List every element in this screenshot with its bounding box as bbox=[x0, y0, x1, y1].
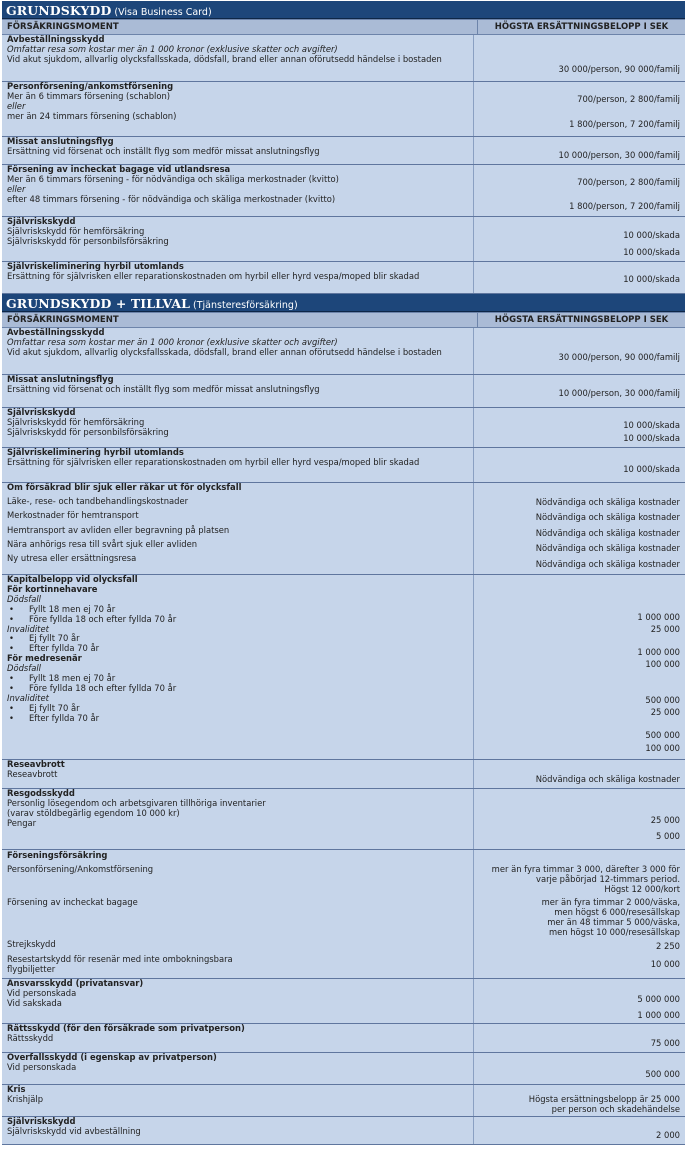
section-amounts bbox=[474, 1053, 685, 1084]
section-amounts bbox=[474, 375, 685, 407]
coverage-section bbox=[2, 1053, 685, 1085]
section-line: Reseavbrott bbox=[7, 768, 58, 779]
bullet-item: • Fyllt 18 men ej 70 år bbox=[7, 605, 473, 615]
amount-value: 500 000 bbox=[645, 695, 680, 705]
section-amounts bbox=[474, 1117, 685, 1144]
section-description bbox=[2, 1117, 474, 1144]
part1-title-band bbox=[2, 1, 685, 19]
section-heading: Personförsening/ankomstförsening bbox=[7, 82, 174, 91]
section-amounts bbox=[474, 483, 685, 574]
coverage-section bbox=[2, 850, 685, 979]
bullet-item: • Före fyllda 18 och efter fyllda 70 år bbox=[7, 684, 473, 694]
section-line: Personlig lösegendom och arbetsgivaren tillhöriga inventarier bbox=[7, 797, 266, 808]
section-description bbox=[2, 165, 474, 216]
amount-value: 500 000 bbox=[645, 730, 680, 740]
section-amounts bbox=[474, 137, 685, 164]
section-line: Mer än 6 timmars försening (schablon) bbox=[7, 90, 171, 101]
section-description bbox=[2, 328, 474, 374]
column-header-amount: HÖGSTA ERSÄTTNINGSBELOPP I SEK bbox=[494, 315, 669, 325]
coverage-section bbox=[2, 483, 685, 575]
section-heading: Avbeställningsskydd bbox=[7, 35, 105, 44]
coverage-section bbox=[2, 262, 685, 294]
section-line: Vid akut sjukdom, allvarlig olycksfallsskada, dödsfall, brand eller annan oförutsedd händelse i bostaden bbox=[7, 53, 442, 64]
section-line: Ersättning för självrisken eller reparationskostnaden om hyrbil eller hyrd vespa/moped blir skadad bbox=[7, 270, 420, 281]
section-amounts bbox=[474, 979, 685, 1023]
coverage-section bbox=[2, 82, 685, 137]
section-heading: Kris bbox=[7, 1085, 26, 1094]
section-line: Ny utresa eller ersättningsresa bbox=[7, 553, 137, 564]
section-line: Omfattar resa som kostar mer än 1 000 kronor (exklusive skatter och avgifter) bbox=[7, 43, 338, 54]
amount-value: mer än fyra timmar 2 000/väska, bbox=[541, 897, 680, 907]
section-amounts bbox=[474, 408, 685, 447]
section-heading: Om försäkrad blir sjuk eller råkar ut för olycksfall bbox=[7, 483, 242, 492]
section-amounts bbox=[474, 448, 685, 482]
bullet-item: • Ej fyllt 70 år bbox=[7, 704, 473, 714]
amount-value: 25 000 bbox=[650, 815, 680, 825]
part2-title: GRUNDSKYDD + TILLVAL bbox=[6, 296, 191, 311]
bullet-item: • Ej fyllt 70 år bbox=[7, 634, 473, 644]
section-amounts bbox=[474, 1085, 685, 1116]
section-heading: Försening av incheckat bagage vid utlandsresa bbox=[7, 165, 231, 174]
amount-value: Nödvändiga och skäliga kostnader bbox=[535, 543, 680, 553]
section-description bbox=[2, 408, 474, 447]
amount-value: 25 000 bbox=[650, 624, 680, 634]
amount-value: 700/person, 2 800/familj bbox=[577, 94, 680, 104]
section-line: flygbiljetter bbox=[7, 964, 56, 974]
section-amounts bbox=[474, 850, 685, 978]
amount-value: 10 000 bbox=[650, 959, 680, 969]
amount-value: 1 000 000 bbox=[637, 647, 680, 657]
section-line: Försening av incheckat bagage bbox=[7, 897, 138, 907]
section-heading: För kortinnehavare bbox=[7, 583, 98, 594]
section-heading: Missat anslutningsflyg bbox=[7, 137, 114, 146]
section-heading: För medresenär bbox=[7, 653, 82, 664]
column-header-moment: FÖRSÄKRINGSMOMENT bbox=[2, 313, 478, 327]
section-heading: Resgodsskydd bbox=[7, 789, 75, 798]
amount-value: 10 000/person, 30 000/familj bbox=[558, 388, 680, 398]
section-description bbox=[2, 217, 474, 261]
section-line: Självriskskydd för hemförsäkring bbox=[7, 225, 145, 236]
section-heading: Förseningsförsäkring bbox=[7, 850, 108, 860]
section-description bbox=[2, 137, 474, 164]
section-line: Ersättning vid försenat och inställt flyg som medför missat anslutningsflyg bbox=[7, 145, 320, 156]
amount-value: 10 000/skada bbox=[623, 230, 680, 240]
section-line: Självriskskydd för personbilsförsäkring bbox=[7, 426, 169, 437]
section-description bbox=[2, 1024, 474, 1052]
section-line: Vid personskada bbox=[7, 987, 77, 998]
amount-value: Nödvändiga och skäliga kostnader bbox=[535, 497, 680, 507]
coverage-section bbox=[2, 575, 685, 760]
part2-title-band bbox=[2, 294, 685, 312]
amount-value: 1 800/person, 7 200/familj bbox=[569, 119, 680, 129]
section-heading: Rättsskydd (för den försäkrade som privatperson) bbox=[7, 1024, 245, 1033]
section-heading: Missat anslutningsflyg bbox=[7, 375, 114, 384]
section-description bbox=[2, 483, 474, 574]
section-line: Ersättning vid försenat och inställt flyg som medför missat anslutningsflyg bbox=[7, 383, 320, 394]
section-heading: Reseavbrott bbox=[7, 760, 65, 769]
section-line: Läke-, rese- och tandbehandlingskostnader bbox=[7, 496, 189, 507]
section-description bbox=[2, 789, 474, 849]
section-line: Omfattar resa som kostar mer än 1 000 kronor (exklusive skatter och avgifter) bbox=[7, 336, 338, 347]
section-description bbox=[2, 850, 474, 978]
section-description bbox=[2, 760, 474, 788]
coverage-section bbox=[2, 165, 685, 217]
part2-subtitle: (Tjänsteresförsäkring) bbox=[193, 300, 298, 311]
amount-value: Högsta ersättningsbelopp är 25 000 bbox=[528, 1094, 680, 1104]
amount-value: 10 000/person, 30 000/familj bbox=[558, 150, 680, 160]
section-description bbox=[2, 979, 474, 1023]
amount-value: Nödvändiga och skäliga kostnader bbox=[535, 512, 680, 522]
amount-value: mer än 48 timmar 5 000/väska, bbox=[547, 917, 680, 927]
amount-value: 30 000/person, 90 000/familj bbox=[558, 352, 680, 362]
section-amounts bbox=[474, 575, 685, 759]
amount-value: 10 000/skada bbox=[623, 274, 680, 284]
amount-value: 30 000/person, 90 000/familj bbox=[558, 64, 680, 74]
amount-value: 10 000/skada bbox=[623, 433, 680, 443]
amount-value: 1 000 000 bbox=[637, 1010, 680, 1020]
section-description bbox=[2, 1053, 474, 1084]
section-description bbox=[2, 448, 474, 482]
amount-value: 1 800/person, 7 200/familj bbox=[569, 201, 680, 211]
section-amounts bbox=[474, 35, 685, 81]
section-line: Pengar bbox=[7, 817, 37, 828]
part2-sections bbox=[2, 328, 685, 1145]
coverage-section bbox=[2, 35, 685, 82]
amount-value: Nödvändiga och skäliga kostnader bbox=[535, 528, 680, 538]
part1-column-header bbox=[2, 19, 685, 35]
amount-value: 75 000 bbox=[650, 1038, 680, 1048]
section-description bbox=[2, 35, 474, 81]
bullet-item: • Fyllt 18 men ej 70 år bbox=[7, 674, 473, 684]
section-line: Självriskskydd för personbilsförsäkring bbox=[7, 235, 169, 246]
section-line: Resestartskydd för resenär med inte ombokningsbara bbox=[7, 954, 233, 964]
section-line: Dödsfall bbox=[7, 593, 41, 604]
section-heading: Kapitalbelopp vid olycksfall bbox=[7, 575, 138, 584]
section-amounts bbox=[474, 165, 685, 216]
section-description bbox=[2, 82, 474, 136]
section-amounts bbox=[474, 82, 685, 136]
column-header-moment: FÖRSÄKRINGSMOMENT bbox=[2, 20, 478, 34]
section-heading: Självriskskydd bbox=[7, 408, 76, 417]
column-header-amount: HÖGSTA ERSÄTTNINGSBELOPP I SEK bbox=[494, 22, 669, 32]
section-amounts bbox=[474, 328, 685, 374]
amount-value: 10 000/skada bbox=[623, 464, 680, 474]
amount-value: 5 000 000 bbox=[637, 994, 680, 1004]
section-line: Hemtransport av avliden eller begravning på platsen bbox=[7, 524, 230, 535]
coverage-section bbox=[2, 217, 685, 262]
section-amounts bbox=[474, 262, 685, 293]
coverage-section bbox=[2, 760, 685, 789]
amount-value: 700/person, 2 800/familj bbox=[577, 177, 680, 187]
section-heading: Självriskskydd bbox=[7, 217, 76, 226]
section-description bbox=[2, 375, 474, 407]
coverage-section bbox=[2, 979, 685, 1024]
part2-column-header bbox=[2, 312, 685, 328]
section-description bbox=[2, 575, 474, 759]
coverage-section bbox=[2, 789, 685, 850]
bullet-item: • Efter fyllda 70 år bbox=[7, 714, 473, 724]
section-line: efter 48 timmars försening - för nödvändiga och skäliga merkostnader (kvitto) bbox=[7, 193, 336, 204]
amount-value: 1 000 000 bbox=[637, 612, 680, 622]
coverage-section bbox=[2, 448, 685, 483]
amount-value: 25 000 bbox=[650, 707, 680, 717]
section-heading: Överfallsskydd (i egenskap av privatperson) bbox=[7, 1053, 217, 1062]
section-description bbox=[2, 1085, 474, 1116]
section-line: Nära anhörigs resa till svårt sjuk eller avliden bbox=[7, 538, 198, 549]
amount-value: 5 000 bbox=[656, 831, 680, 841]
amount-value: Högst 12 000/kort bbox=[604, 884, 680, 894]
section-line: Invaliditet bbox=[7, 692, 49, 703]
coverage-section bbox=[2, 408, 685, 448]
section-line: Personförsening/Ankomstförsening bbox=[7, 864, 154, 874]
section-line: Vid sakskada bbox=[7, 997, 62, 1008]
section-line: Självriskskydd för hemförsäkring bbox=[7, 416, 145, 427]
section-line: Strejkskydd bbox=[7, 939, 56, 949]
section-heading: Avbeställningsskydd bbox=[7, 328, 105, 337]
bullet-item: • Efter fyllda 70 år bbox=[7, 644, 473, 654]
amount-value: 500 000 bbox=[645, 1069, 680, 1079]
section-line: Vid akut sjukdom, allvarlig olycksfallsskada, dödsfall, brand eller annan oförutsedd händelse i bostaden bbox=[7, 346, 442, 357]
amount-value: Nödvändiga och skäliga kostnader bbox=[535, 559, 680, 569]
section-heading: Självriskeliminering hyrbil utomlands bbox=[7, 262, 184, 271]
amount-value: varje påbörjad 12-timmars period. bbox=[536, 874, 680, 884]
amount-value: 100 000 bbox=[645, 659, 680, 669]
section-amounts bbox=[474, 789, 685, 849]
amount-value: 100 000 bbox=[645, 743, 680, 753]
bullet-item: • Före fyllda 18 och efter fyllda 70 år bbox=[7, 615, 473, 625]
part1-title: GRUNDSKYDD bbox=[6, 3, 112, 18]
section-line: Mer än 6 timmars försening - för nödvändiga och skäliga merkostnader (kvitto) bbox=[7, 173, 339, 184]
section-line: Dödsfall bbox=[7, 663, 41, 674]
section-heading: Självriskeliminering hyrbil utomlands bbox=[7, 448, 184, 457]
section-amounts bbox=[474, 760, 685, 788]
section-heading: Ansvarsskydd (privatansvar) bbox=[7, 979, 144, 988]
part1-subtitle: (Visa Business Card) bbox=[114, 7, 212, 18]
amount-value: 2 250 bbox=[656, 941, 680, 951]
section-heading: Självriskskydd bbox=[7, 1117, 76, 1126]
amount-value: men högst 10 000/resesällskap bbox=[548, 927, 680, 937]
insurance-table bbox=[2, 1, 685, 1145]
coverage-section bbox=[2, 375, 685, 408]
section-line: Självriskskydd vid avbeställning bbox=[7, 1125, 141, 1136]
coverage-section bbox=[2, 1024, 685, 1053]
section-line: eller bbox=[7, 100, 26, 111]
section-description bbox=[2, 262, 474, 293]
section-line: Invaliditet bbox=[7, 623, 49, 634]
section-line: (varav stöldbegärlig egendom 10 000 kr) bbox=[7, 807, 180, 818]
part1-sections bbox=[2, 35, 685, 294]
coverage-section bbox=[2, 137, 685, 165]
amount-value: Nödvändiga och skäliga kostnader bbox=[535, 774, 680, 784]
section-line: Merkostnader för hemtransport bbox=[7, 510, 139, 521]
section-line: Ersättning för självrisken eller reparationskostnaden om hyrbil eller hyrd vespa/moped blir skadad bbox=[7, 456, 420, 467]
section-line: Vid personskada bbox=[7, 1061, 77, 1072]
amount-value: 2 000 bbox=[656, 1130, 680, 1140]
coverage-section bbox=[2, 328, 685, 375]
amount-value: 10 000/skada bbox=[623, 247, 680, 257]
coverage-section bbox=[2, 1085, 685, 1117]
section-amounts bbox=[474, 1024, 685, 1052]
amount-value: 10 000/skada bbox=[623, 420, 680, 430]
section-amounts bbox=[474, 217, 685, 261]
section-line: mer än 24 timmars försening (schablon) bbox=[7, 110, 177, 121]
amount-value: per person och skadehändelse bbox=[551, 1104, 680, 1114]
section-line: eller bbox=[7, 183, 26, 194]
coverage-section bbox=[2, 1117, 685, 1145]
amount-value: men högst 6 000/resesällskap bbox=[554, 907, 680, 917]
amount-value: mer än fyra timmar 3 000, därefter 3 000 för bbox=[491, 864, 680, 874]
section-line: Krishjälp bbox=[7, 1093, 44, 1104]
section-line: Rättsskydd bbox=[7, 1032, 54, 1043]
